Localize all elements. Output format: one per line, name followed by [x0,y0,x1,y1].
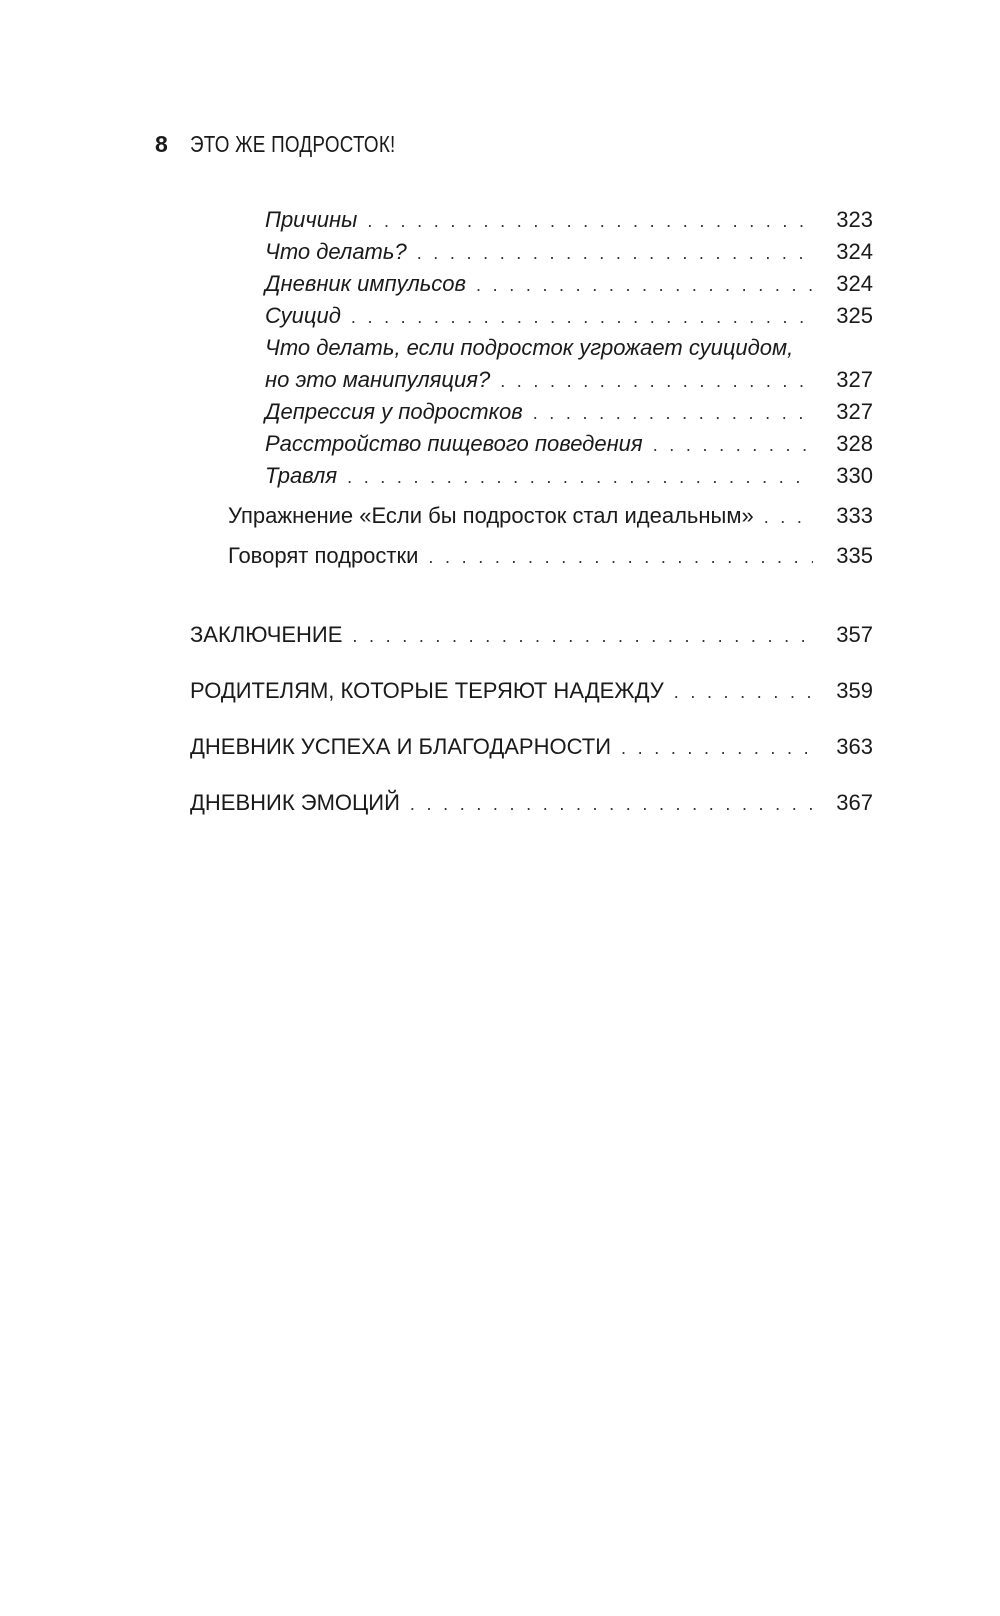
toc-chapter-page: 367 [836,790,873,815]
leader-dots [428,544,813,570]
toc-chapter-label: ЗАКЛЮЧЕНИЕ [190,622,343,647]
toc-chapter-page: 357 [836,622,873,647]
leader-dots [410,791,813,817]
leader-dots [367,208,813,234]
toc-entry-page: 324 [836,239,873,264]
book-title: ЭТО ЖЕ ПОДРОСТОК! [190,131,396,157]
toc-entry[interactable] [265,207,873,234]
toc-chapter[interactable] [190,790,873,817]
toc-entry-page: 335 [836,543,873,568]
toc-chapter[interactable] [190,678,873,705]
toc-entry-label: Дневник импульсов [265,271,467,296]
toc-entry-page: 328 [836,431,873,456]
toc-chapter-label: ДНЕВНИК УСПЕХА И БЛАГОДАРНОСТИ [190,734,612,759]
toc-entry[interactable] [228,503,873,530]
leader-dots [500,368,813,394]
toc-chapter-label: ДНЕВНИК ЭМОЦИЙ [190,790,400,815]
toc-entry[interactable] [265,367,873,394]
toc-entry-page: 325 [836,303,873,328]
toc-entry[interactable] [265,271,873,298]
toc-entry-label: Говорят подростки [228,543,419,568]
toc-chapter-page: 363 [836,734,873,759]
leader-dots [764,504,813,530]
toc-chapter[interactable] [190,734,873,761]
toc-entry-label: Депрессия у подростков [265,399,523,424]
toc-entry-label: Суицид [265,303,341,328]
leader-dots [347,464,813,490]
running-head [155,131,441,158]
toc-entry-page: 330 [836,463,873,488]
leader-dots [417,240,813,266]
toc-entry-page: 323 [836,207,873,232]
toc-chapter-label: РОДИТЕЛЯМ, КОТОРЫЕ ТЕРЯЮТ НАДЕЖДУ [190,678,664,703]
toc-entry[interactable] [265,239,873,266]
leader-dots [653,432,813,458]
toc-entry-page: 327 [836,399,873,424]
toc-entry-label-line1[interactable]: Что делать, если подросток угрожает суицидом, [265,335,794,360]
toc-chapter[interactable] [190,622,873,649]
toc-entry-page: 324 [836,271,873,296]
toc-entry[interactable] [228,543,873,570]
toc-entry-label: но это манипуляция? [265,367,491,392]
leader-dots [476,272,813,298]
toc-entry-page: 333 [836,503,873,528]
leader-dots [352,623,813,649]
toc-entry-label: Травля [265,463,338,488]
leader-dots [674,679,813,705]
toc-entry-label: Расстройство пищевого поведения [265,431,643,456]
toc-entry-label: Что делать? [265,239,407,264]
toc-entry[interactable] [265,463,873,490]
toc-entry[interactable] [265,431,873,458]
toc-entry-label: Упражнение «Если бы подросток стал идеальным» [228,503,754,528]
toc-entry[interactable] [265,399,873,426]
toc-entry-label: Причины [265,207,358,232]
toc-entry[interactable] [265,303,873,330]
toc-entry-page: 327 [836,367,873,392]
page-number: 8 [155,131,168,157]
toc-chapter-page: 359 [836,678,873,703]
leader-dots [351,304,813,330]
leader-dots [621,735,813,761]
leader-dots [533,400,813,426]
